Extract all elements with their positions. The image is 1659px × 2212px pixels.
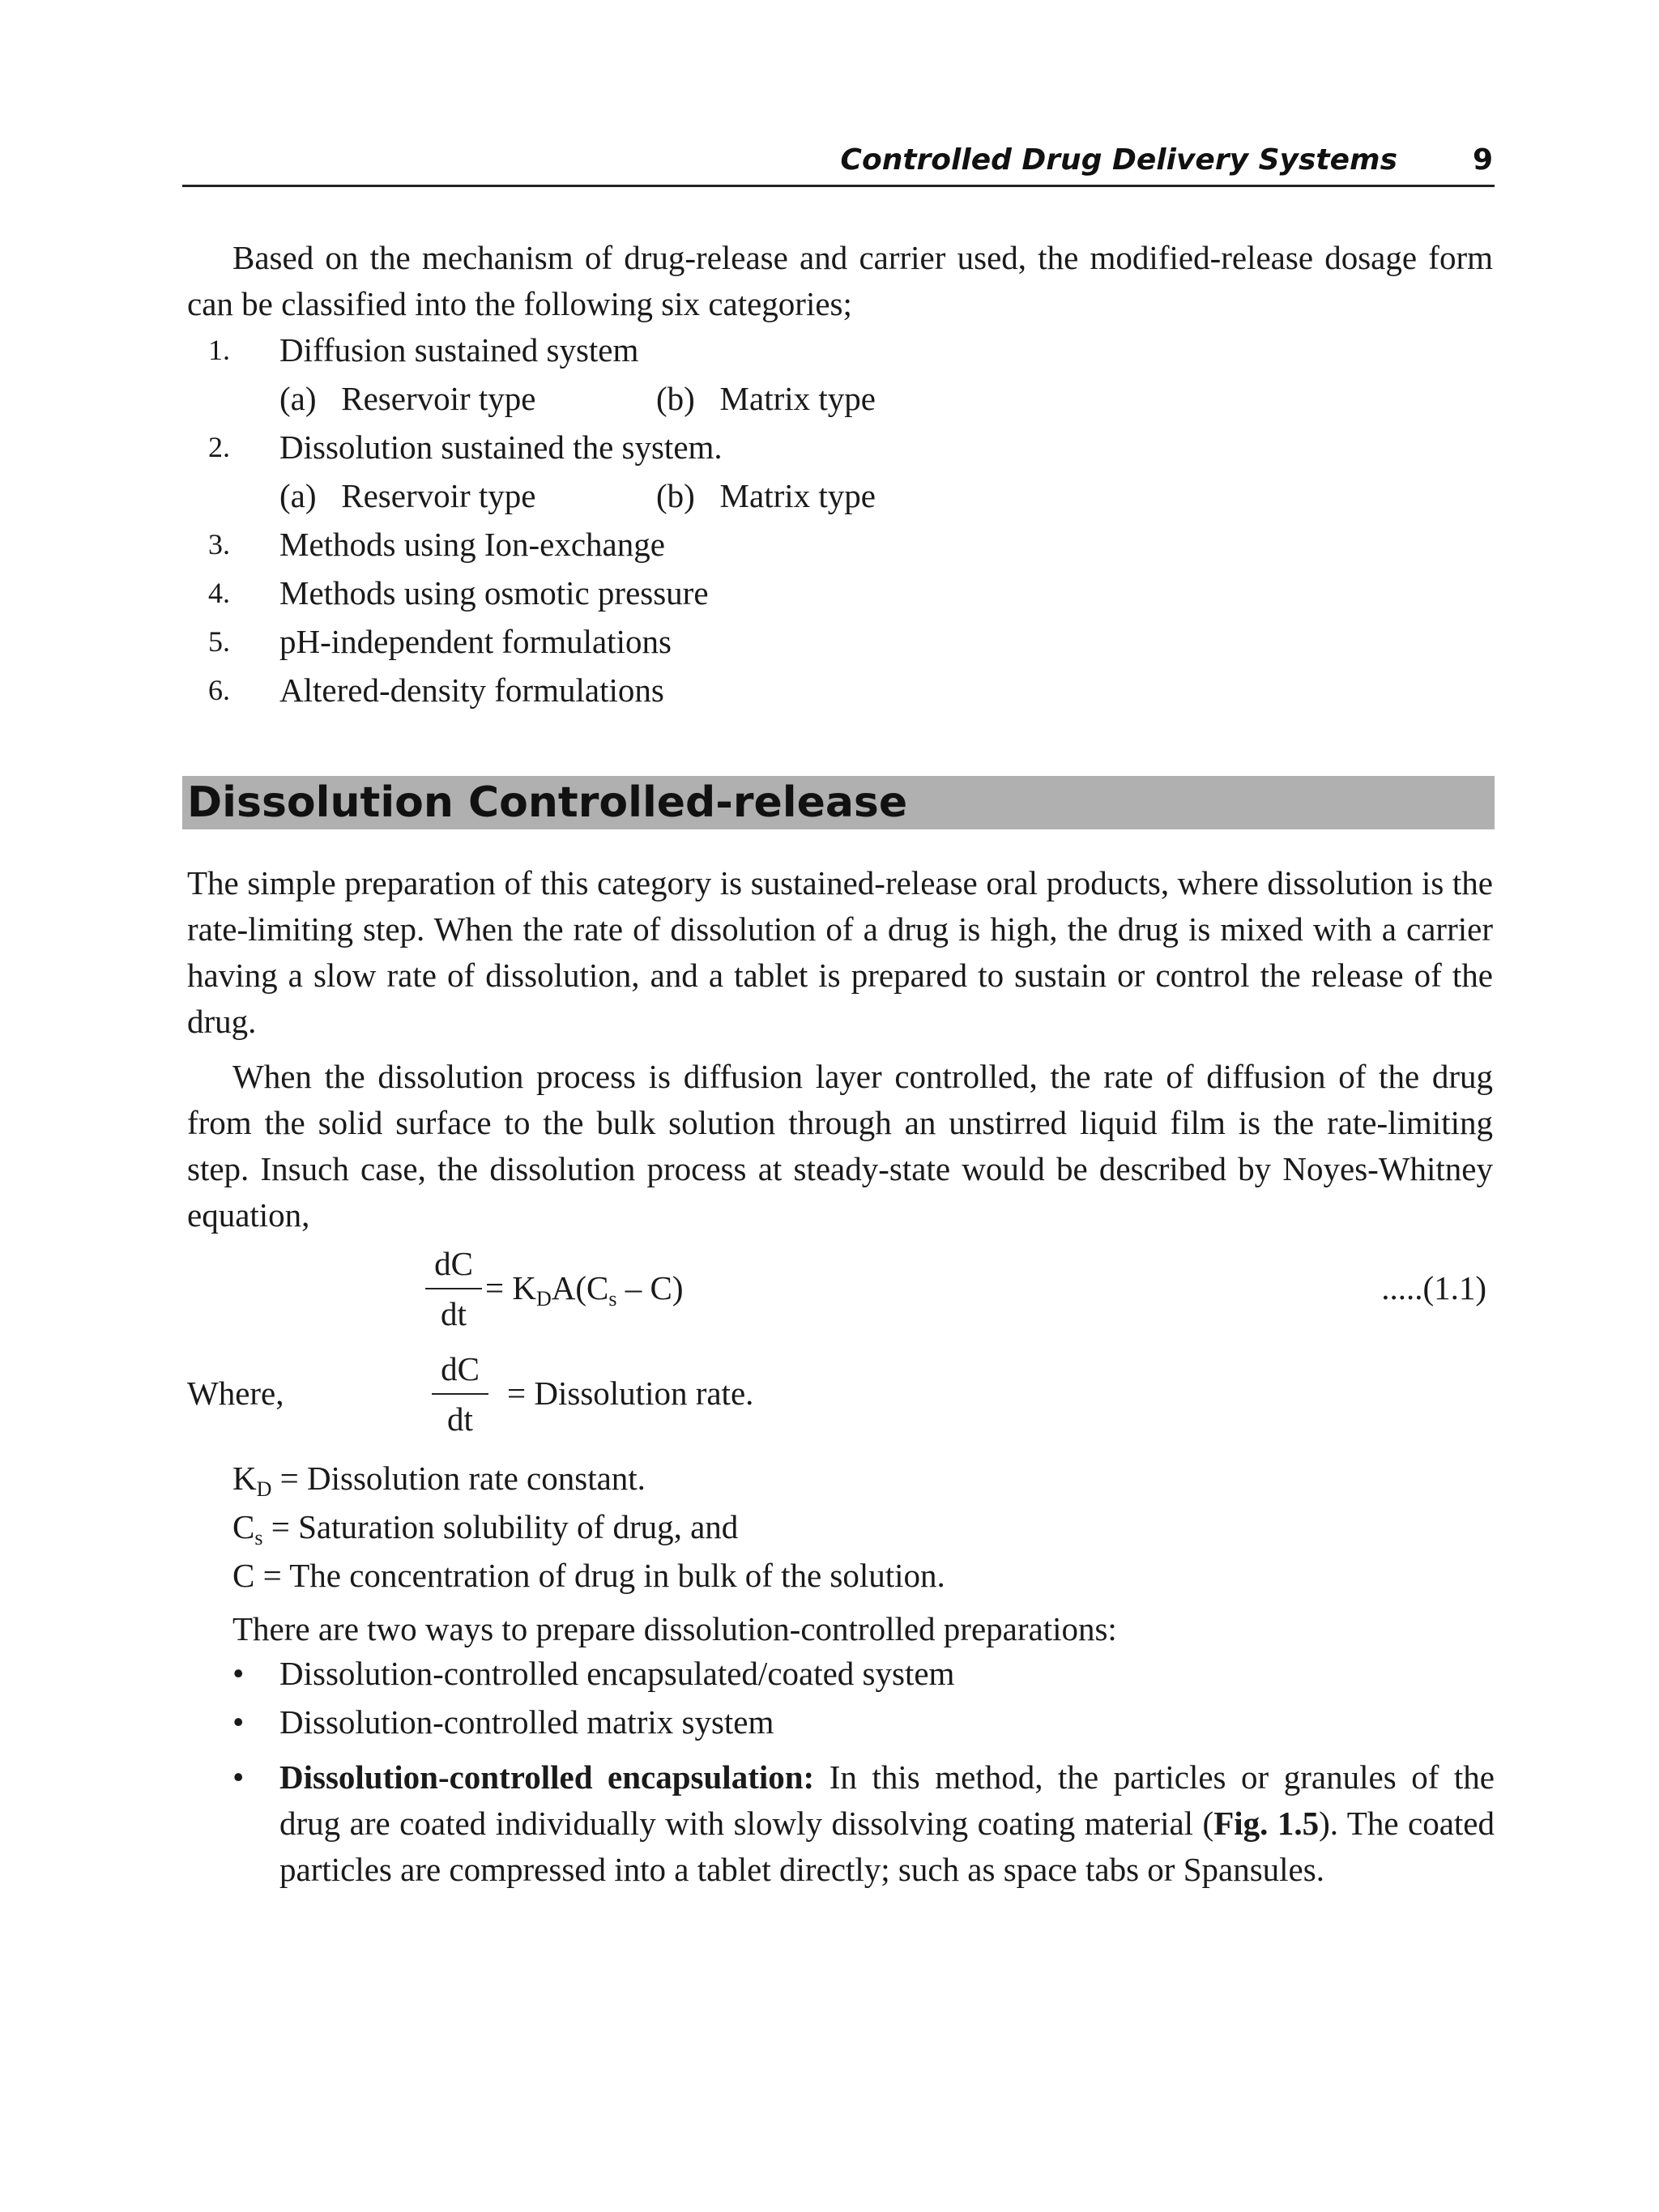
definitions-list <box>232 1455 1448 1655</box>
ways-list <box>232 1651 1495 1893</box>
section-heading <box>182 776 1495 829</box>
bullet-icon: • <box>232 1758 245 1796</box>
list-item: 2. Dissolution sustained the system. <box>208 428 723 466</box>
running-header <box>182 136 1495 187</box>
bullet-icon: • <box>232 1703 245 1741</box>
list-item-encapsulation: • Dissolution-controlled encapsulation: In this method, the particles or granules of the drug are coated individually with slowly dissolving coating material (Fig. 1.5). The coated particles are compressed into a tablet directly; such as space tabs or Spansules. <box>232 1754 1495 1893</box>
list-item: 4. Methods using osmotic pressure <box>208 574 709 612</box>
running-title: Controlled Drug Delivery Systems <box>840 143 1397 177</box>
equation-rhs: = $K_DA(C_s - C)$ <box>485 1269 684 1311</box>
list-item: 5. pH-independent formulations <box>208 623 672 660</box>
list-item: 6. Altered-density formulations <box>208 671 664 709</box>
bullet-icon: • <box>232 1655 245 1692</box>
where-text: = Dissolution rate. <box>507 1375 754 1412</box>
list-subitems: (a) Reservoir type (b) Matrix type <box>279 380 876 417</box>
definition-cs: $C_s$ = Saturation solubility of drug, and <box>232 1508 739 1549</box>
intro-paragraph: Based on the mechanism of drug-release and carrier used, the modified-release dosage form can be classified into the following six categories; <box>187 239 1493 322</box>
page-number: 9 <box>1472 143 1493 177</box>
list-item: • Dissolution-controlled matrix system <box>232 1699 1495 1748</box>
where-definition <box>187 1346 1240 1443</box>
equation-number: .....(1.1) <box>1381 1269 1486 1306</box>
where-label: Where, <box>187 1375 284 1412</box>
bold-lead: Dissolution-controlled encapsulation: <box>279 1758 815 1796</box>
figure-reference[interactable]: Fig. 1.5 <box>1213 1805 1320 1842</box>
paragraph-1: The simple preparation of this category is sustained-release oral products, where dissolution is the rate-limiting step. When the rate of dissolution of a drug is high, the drug is mixed with a carrier having a slow rate of dissolution, and a tablet is prepared to sustain or control the release of the drug. <box>187 864 1493 1040</box>
definition-c: C = The concentration of drug in bulk of the solution. <box>232 1557 945 1594</box>
where-fraction: dC dt <box>432 1346 488 1442</box>
equation-fraction: dC dt <box>425 1241 482 1336</box>
section-title: Dissolution Controlled-release <box>187 778 908 827</box>
definition-kd: $K_D$ = Dissolution rate constant. <box>232 1460 646 1501</box>
categories-list <box>182 327 1495 716</box>
ways-intro: There are two ways to prepare dissolution-controlled preparations: <box>232 1610 1117 1647</box>
list-subitems: (a) Reservoir type (b) Matrix type <box>279 477 876 514</box>
paragraph-2: When the dissolution process is diffusion layer controlled, the rate of diffusion of the drug from the solid surface to the bulk solution through an unstirred liquid film is the rate-limiting step. Insuch case, the dissolution process at steady-state would be described by Noyes-Whitney equation, <box>187 1058 1493 1234</box>
noyes-whitney-equation <box>425 1241 1495 1338</box>
list-item: • Dissolution-controlled encapsulated/coated system <box>232 1651 1495 1699</box>
list-item: 1. Diffusion sustained system <box>208 331 639 369</box>
list-item: 3. Methods using Ion-exchange <box>208 526 665 563</box>
